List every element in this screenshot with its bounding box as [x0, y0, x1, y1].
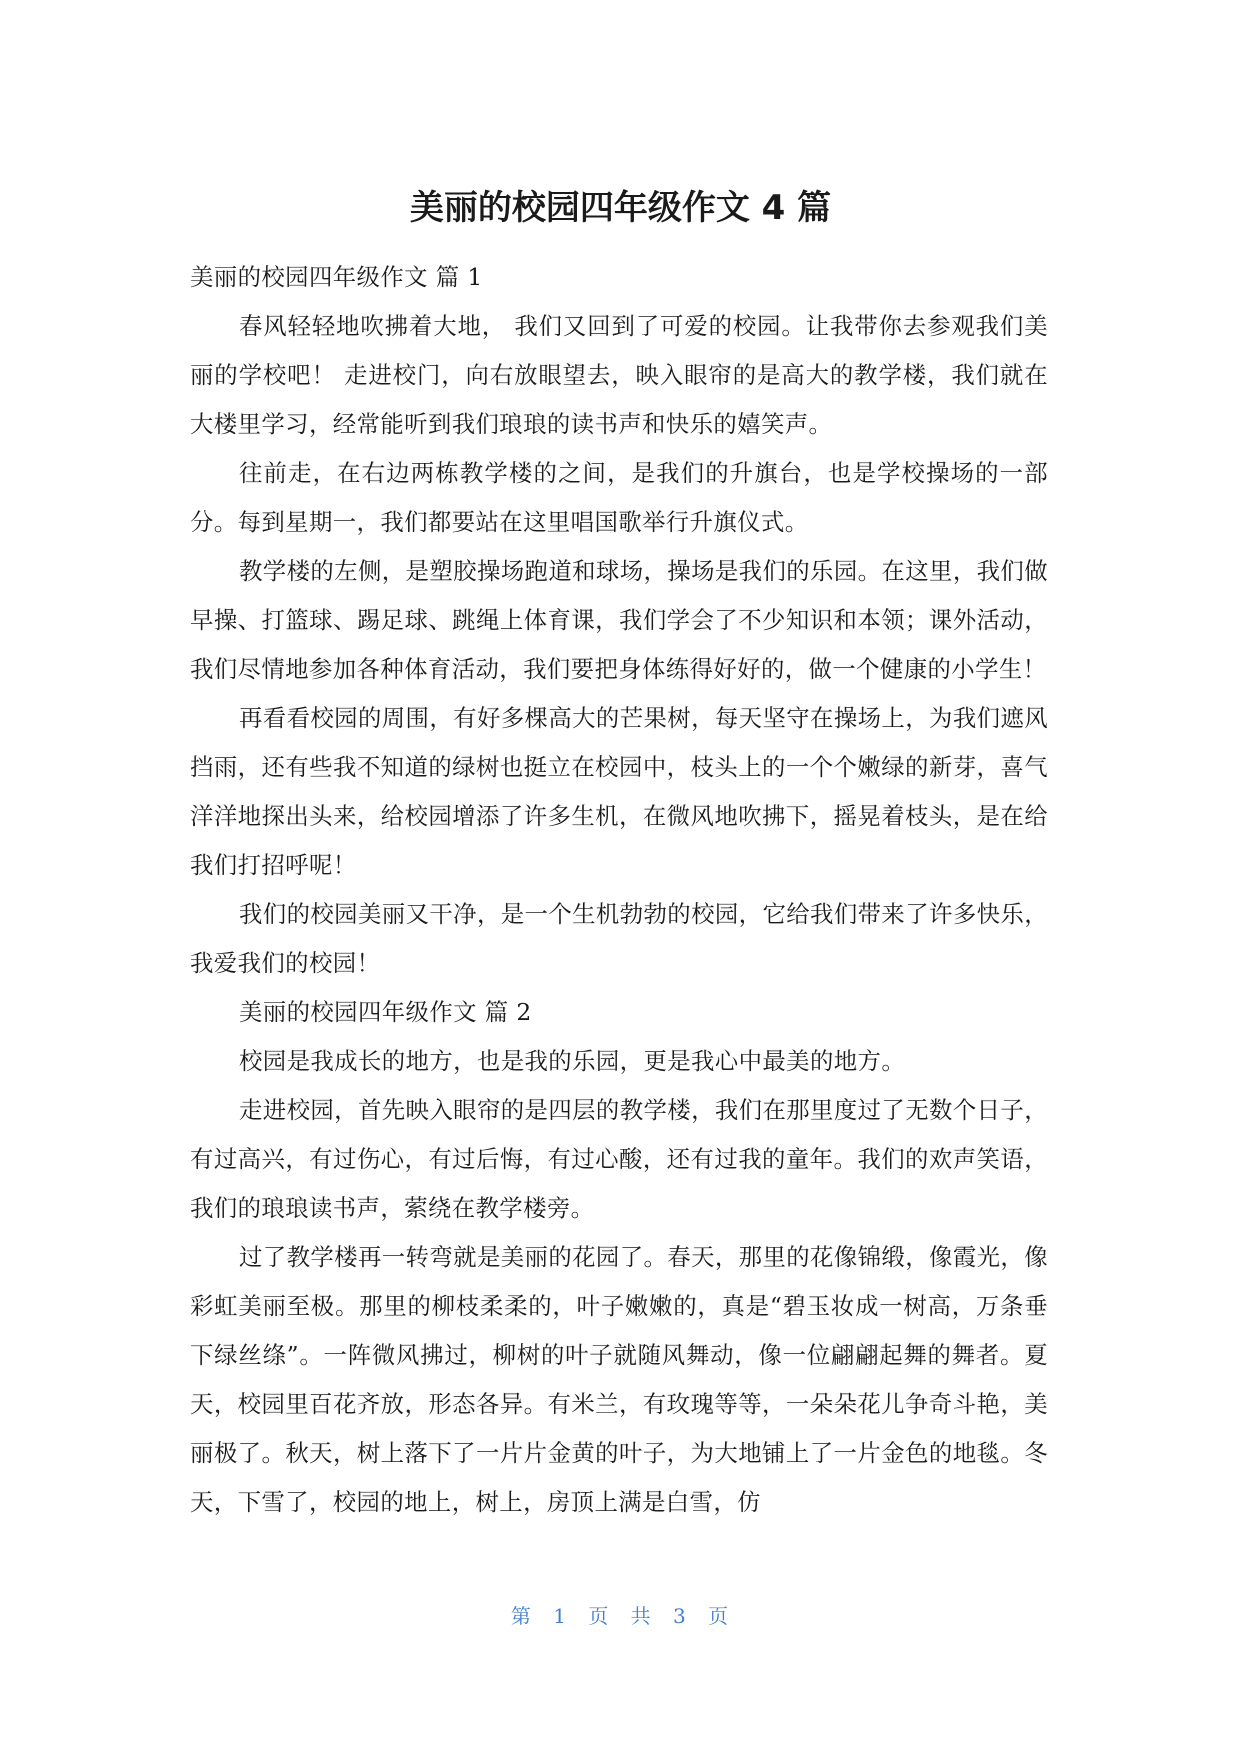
paragraph: 春风轻轻地吹拂着大地， 我们又回到了可爱的校园。让我带你去参观我们美丽的学校吧！ 走进校门，向右放眼望去，映入眼帘的是高大的教学楼，我们就在大楼里学习，经常能听到我们琅琅的读书声和快乐的嬉笑声。	[190, 312, 1048, 438]
paragraph: 再看看校园的周围，有好多棵高大的芒果树，每天坚守在操场上，为我们遮风挡雨，还有些我不知道的绿树也挺立在校园中，枝头上的一个个嫩绿的新芽，喜气洋洋地探出头来，给校园增添了许多生机，在微风地吹拂下，摇晃着枝头，是在给我们打招呼呢！	[190, 704, 1048, 879]
section-heading-1: 美丽的校园四年级作文 篇 1	[190, 263, 483, 291]
paragraph: 教学楼的左侧，是塑胶操场跑道和球场，操场是我们的乐园。在这里，我们做早操、打篮球、踢足球、跳绳上体育课，我们学会了不少知识和本领；课外活动，我们尽情地参加各种体育活动，我们要把身体练得好好的，做一个健康的小学生！	[190, 557, 1048, 683]
document-title: 美丽的校园四年级作文 4 篇	[409, 188, 832, 228]
paragraph: 我们的校园美丽又干净，是一个生机勃勃的校园，它给我们带来了许多快乐，我爱我们的校园！	[190, 900, 1048, 977]
paragraph: 过了教学楼再一转弯就是美丽的花园了。春天，那里的花像锦缎，像霞光，像彩虹美丽至极。那里的柳枝柔柔的，叶子嫩嫩的，真是“碧玉妆成一树高，万条垂下绿丝绦”。一阵微风拂过，柳树的叶子就随风舞动，像一位翩翩起舞的舞者。夏天，校园里百花齐放，形态各异。有米兰，有玫瑰等等，一朵朵花儿争奇斗艳，美丽极了。秋天，树上落下了一片片金黄的叶子，为大地铺上了一片金色的地毯。冬天，下雪了，校园的地上，树上，房顶上满是白雪，仿	[190, 1243, 1048, 1516]
paragraph: 走进校园，首先映入眼帘的是四层的教学楼，我们在那里度过了无数个日子，有过高兴，有过伤心，有过后悔，有过心酸，还有过我的童年。我们的欢声笑语，我们的琅琅读书声，萦绕在教学楼旁。	[190, 1096, 1048, 1222]
paragraph: 校园是我成长的地方，也是我的乐园，更是我心中最美的地方。	[239, 1047, 906, 1075]
section-heading-2: 美丽的校园四年级作文 篇 2	[239, 998, 532, 1026]
document-body	[190, 253, 1048, 1527]
page-number-footer: 第 1 页 共 3 页	[510, 1604, 731, 1628]
paragraph: 往前走，在右边两栋教学楼的之间，是我们的升旗台，也是学校操场的一部分。每到星期一，我们都要站在这里唱国歌举行升旗仪式。	[190, 459, 1048, 536]
